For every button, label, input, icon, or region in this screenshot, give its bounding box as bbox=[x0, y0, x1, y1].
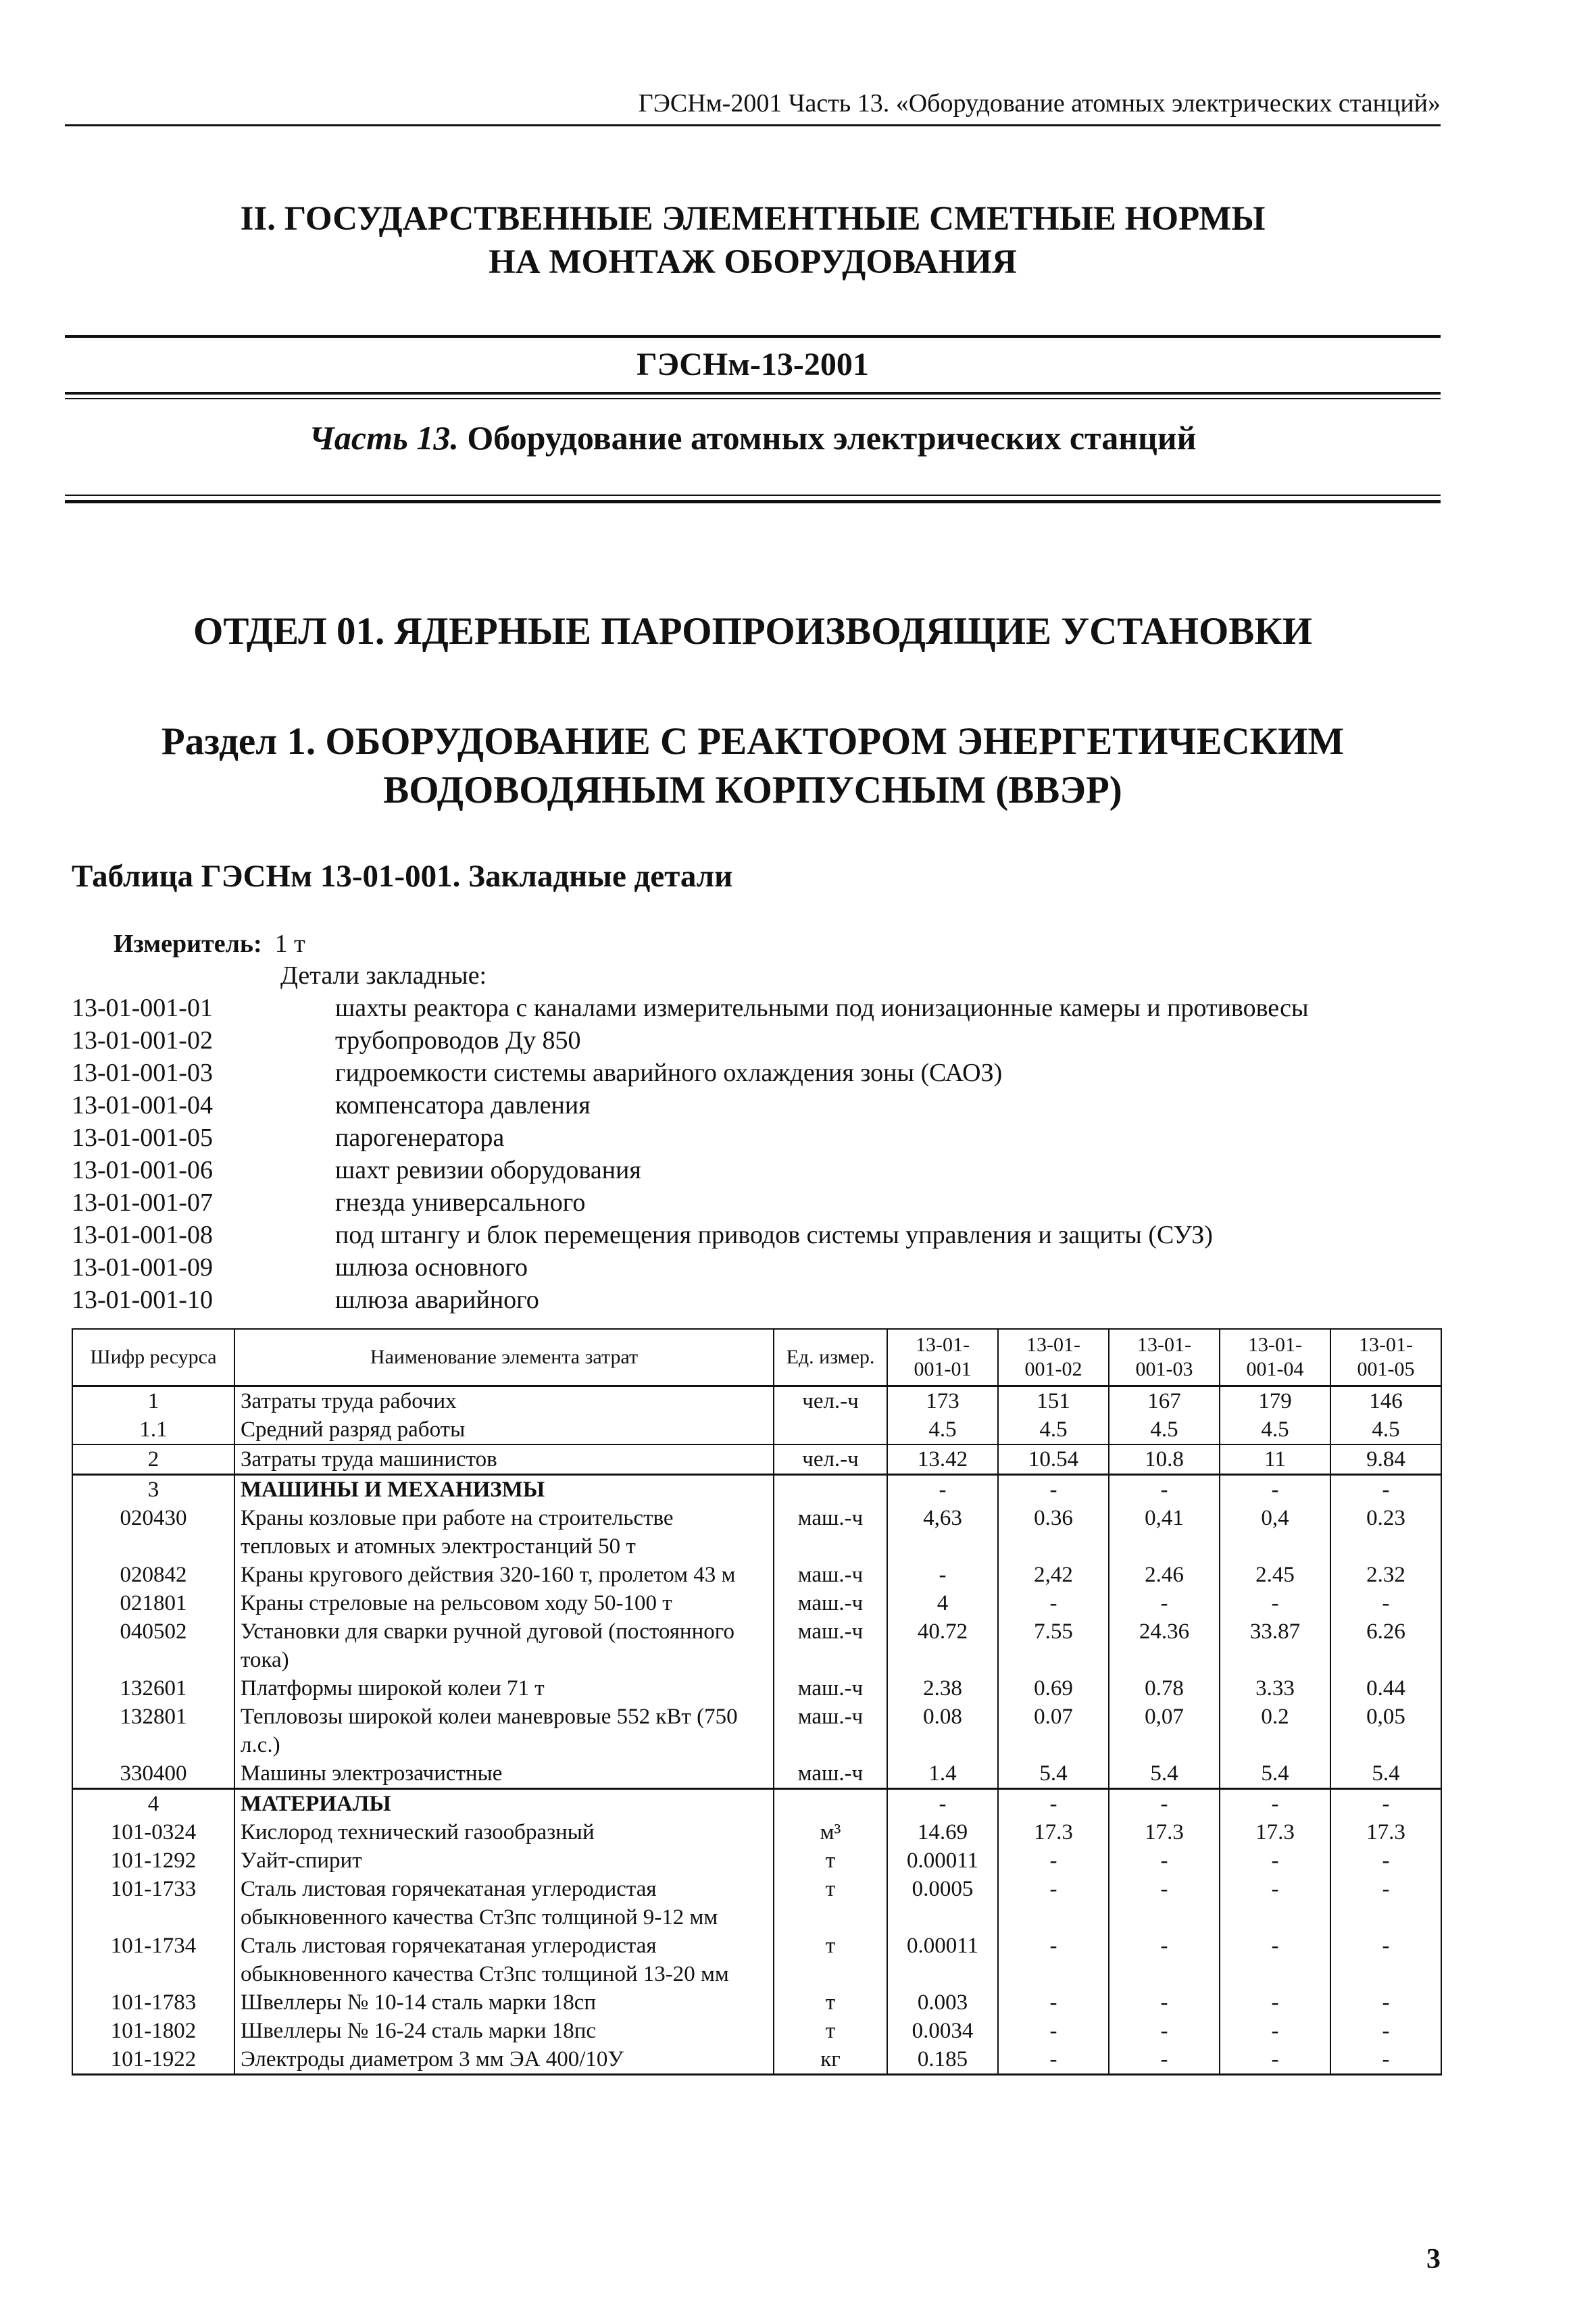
table-cell: - bbox=[998, 1475, 1109, 1505]
table-cell: - bbox=[998, 1932, 1109, 1988]
table-row bbox=[72, 1674, 1441, 1703]
divider-top bbox=[65, 335, 1441, 338]
table-row bbox=[72, 1504, 1441, 1561]
column-header: 13-01- 001-05 bbox=[1330, 1329, 1441, 1386]
table-cell: 4.5 bbox=[1330, 1415, 1441, 1444]
code-list-item bbox=[72, 1024, 1309, 1057]
code-description: гидроемкости системы аварийного охлаждения зоны (САОЗ) bbox=[335, 1059, 1003, 1087]
main-title-line-2: НА МОНТАЖ ОБОРУДОВАНИЯ bbox=[489, 243, 1017, 281]
table-cell: 101-1802 bbox=[72, 2017, 234, 2045]
table-cell bbox=[774, 1789, 887, 1819]
table-cell: 0.23 bbox=[1330, 1504, 1441, 1561]
table-row bbox=[72, 1415, 1441, 1444]
table-cell: Уайт-спирит bbox=[234, 1846, 774, 1875]
table-cell: 0.08 bbox=[887, 1703, 998, 1759]
table-row bbox=[72, 1988, 1441, 2017]
table-cell: маш.-ч bbox=[774, 1561, 887, 1589]
table-cell: 4 bbox=[887, 1589, 998, 1617]
code-description: шахт ревизии оборудования bbox=[335, 1156, 641, 1184]
table-cell: 151 bbox=[998, 1386, 1109, 1416]
table-cell: 4.5 bbox=[1220, 1415, 1330, 1444]
table-row bbox=[72, 1561, 1441, 1589]
table-cell: - bbox=[1109, 1475, 1220, 1505]
table-cell: т bbox=[774, 1988, 887, 2017]
table-cell bbox=[774, 1415, 887, 1444]
main-title bbox=[65, 197, 1441, 284]
table-cell: 0.2 bbox=[1220, 1703, 1330, 1759]
divider-bottom bbox=[65, 500, 1441, 503]
code-list-item bbox=[72, 1089, 1309, 1122]
table-cell: 5.4 bbox=[998, 1759, 1109, 1789]
table-cell: Краны козловые при работе на строительстве тепловых и атомных электростанций 50 т bbox=[234, 1504, 774, 1561]
table-cell: Швеллеры № 16-24 сталь марки 18пс bbox=[234, 2017, 774, 2045]
code-description: гнезда универсального bbox=[335, 1188, 586, 1217]
table-row bbox=[72, 1818, 1441, 1846]
table-cell: - bbox=[1109, 1589, 1220, 1617]
table-cell: 021801 bbox=[72, 1589, 234, 1617]
table-cell: - bbox=[998, 2045, 1109, 2075]
table-cell: 330400 bbox=[72, 1759, 234, 1789]
table-cell: - bbox=[998, 2017, 1109, 2045]
table-cell: - bbox=[887, 1475, 998, 1505]
table-cell: 101-1734 bbox=[72, 1932, 234, 1988]
code-list-item bbox=[72, 1057, 1309, 1089]
table-cell: 1.1 bbox=[72, 1415, 234, 1444]
table-cell: 17.3 bbox=[1109, 1818, 1220, 1846]
code-number: 13-01-001-06 bbox=[72, 1156, 213, 1184]
code-list-item bbox=[72, 1186, 1309, 1219]
table-cell: 0.69 bbox=[998, 1674, 1109, 1703]
table-cell: Установки для сварки ручной дуговой (постоянного тока) bbox=[234, 1617, 774, 1674]
table-cell: 0.0005 bbox=[887, 1875, 998, 1932]
table-cell: - bbox=[1220, 1475, 1330, 1505]
table-cell: - bbox=[1109, 1988, 1220, 2017]
table-cell: 146 bbox=[1330, 1386, 1441, 1416]
table-cell: 040502 bbox=[72, 1617, 234, 1674]
table-cell: - bbox=[1220, 1789, 1330, 1819]
table-cell: 101-0324 bbox=[72, 1818, 234, 1846]
table-cell: МАШИНЫ И МЕХАНИЗМЫ bbox=[234, 1475, 774, 1505]
table-cell: Машины электрозачистные bbox=[234, 1759, 774, 1789]
code-number: 13-01-001-08 bbox=[72, 1221, 213, 1249]
table-cell: - bbox=[887, 1561, 998, 1589]
table-cell: 3 bbox=[72, 1475, 234, 1505]
table-cell: - bbox=[1330, 1475, 1441, 1505]
table-cell: 4.5 bbox=[1109, 1415, 1220, 1444]
code-list-item bbox=[72, 1251, 1309, 1284]
code-number: 13-01-001-03 bbox=[72, 1059, 213, 1087]
measure-value: 1 т bbox=[274, 930, 305, 958]
table-cell: 2.32 bbox=[1330, 1561, 1441, 1589]
table-cell: Сталь листовая горячекатаная углеродистая обыкновенного качества Ст3пс толщиной 9-12 мм bbox=[234, 1875, 774, 1932]
table-header-row bbox=[72, 1329, 1441, 1386]
code-description: под штангу и блок перемещения приводов системы управления и защиты (СУЗ) bbox=[335, 1221, 1213, 1249]
table-row bbox=[72, 1789, 1441, 1819]
table-cell: 0,05 bbox=[1330, 1703, 1441, 1759]
table-cell: 24.36 bbox=[1109, 1617, 1220, 1674]
table-cell: 132801 bbox=[72, 1703, 234, 1759]
table-cell: м³ bbox=[774, 1818, 887, 1846]
table-cell: чел.-ч bbox=[774, 1444, 887, 1475]
table-cell: кг bbox=[774, 2045, 887, 2075]
table-cell: 4,63 bbox=[887, 1504, 998, 1561]
table-cell: - bbox=[1330, 1589, 1441, 1617]
table-cell: - bbox=[1109, 1789, 1220, 1819]
table-cell: т bbox=[774, 1875, 887, 1932]
table-cell: маш.-ч bbox=[774, 1759, 887, 1789]
page-number: 3 bbox=[1426, 2244, 1441, 2275]
table-cell: 1.4 bbox=[887, 1759, 998, 1789]
header-rule bbox=[65, 124, 1441, 126]
table-row bbox=[72, 1589, 1441, 1617]
table-cell: 2.38 bbox=[887, 1674, 998, 1703]
table-cell: - bbox=[1109, 1932, 1220, 1988]
table-row bbox=[72, 1875, 1441, 1932]
table-cell: - bbox=[998, 1988, 1109, 2017]
table-cell: 5.4 bbox=[1330, 1759, 1441, 1789]
table-cell: 33.87 bbox=[1220, 1617, 1330, 1674]
table-cell: 0,07 bbox=[1109, 1703, 1220, 1759]
table-cell: - bbox=[1330, 1875, 1441, 1932]
part-title bbox=[65, 416, 1441, 459]
table-cell: 0.0034 bbox=[887, 2017, 998, 2045]
running-header: ГЭСНм-2001 Часть 13. «Оборудование атомных электрических станций» bbox=[638, 89, 1441, 118]
measure-label: Измеритель: bbox=[114, 930, 262, 958]
table-cell: 101-1292 bbox=[72, 1846, 234, 1875]
table-cell: 020430 bbox=[72, 1504, 234, 1561]
code-description: шлюза аварийного bbox=[335, 1286, 539, 1314]
table-cell: - bbox=[1220, 2045, 1330, 2075]
part-number: Часть 13. bbox=[309, 419, 459, 457]
table-cell: 9.84 bbox=[1330, 1444, 1441, 1475]
table-cell: 14.69 bbox=[887, 1818, 998, 1846]
table-cell: 4.5 bbox=[998, 1415, 1109, 1444]
table-cell: 1 bbox=[72, 1386, 234, 1416]
table-cell: 17.3 bbox=[1220, 1818, 1330, 1846]
table-cell: 132601 bbox=[72, 1674, 234, 1703]
table-cell: Тепловозы широкой колеи маневровые 552 кВт (750 л.с.) bbox=[234, 1703, 774, 1759]
table-cell: 0.00011 bbox=[887, 1932, 998, 1988]
table-cell: 0,4 bbox=[1220, 1504, 1330, 1561]
table-cell: 0.00011 bbox=[887, 1846, 998, 1875]
code-number: 13-01-001-04 bbox=[72, 1091, 213, 1120]
table-cell: маш.-ч bbox=[774, 1703, 887, 1759]
table-cell: Платформы широкой колеи 71 т bbox=[234, 1674, 774, 1703]
table-cell: - bbox=[998, 1789, 1109, 1819]
table-title: Таблица ГЭСНм 13-01-001. Закладные детали bbox=[72, 859, 733, 894]
code-list-item bbox=[72, 1284, 1309, 1316]
code-number: 13-01-001-09 bbox=[72, 1253, 213, 1282]
column-header: Ед. измер. bbox=[774, 1329, 887, 1386]
table-cell: Кислород технический газообразный bbox=[234, 1818, 774, 1846]
divider-bottom-thin bbox=[65, 495, 1441, 496]
code-list-item bbox=[72, 1219, 1309, 1251]
table-cell: 7.55 bbox=[998, 1617, 1109, 1674]
table-cell: 020842 bbox=[72, 1561, 234, 1589]
column-header: Наименование элемента затрат bbox=[234, 1329, 774, 1386]
table-cell bbox=[774, 1475, 887, 1505]
table-cell: 167 bbox=[1109, 1386, 1220, 1416]
table-cell: 0,41 bbox=[1109, 1504, 1220, 1561]
table-cell: 3.33 bbox=[1220, 1674, 1330, 1703]
table-cell: 0.44 bbox=[1330, 1674, 1441, 1703]
table-cell: - bbox=[1330, 2017, 1441, 2045]
code-number: 13-01-001-10 bbox=[72, 1286, 213, 1314]
table-cell: 101-1783 bbox=[72, 1988, 234, 2017]
table-cell: 5.4 bbox=[1220, 1759, 1330, 1789]
table-row bbox=[72, 1475, 1441, 1505]
table-cell: т bbox=[774, 1932, 887, 1988]
table-cell: - bbox=[1109, 2045, 1220, 2075]
code-description: шлюза основного bbox=[335, 1253, 528, 1282]
table-cell: 0.78 bbox=[1109, 1674, 1220, 1703]
table-cell: - bbox=[1109, 2017, 1220, 2045]
table-cell: 179 bbox=[1220, 1386, 1330, 1416]
table-row bbox=[72, 1444, 1441, 1475]
table-cell: - bbox=[1330, 1932, 1441, 1988]
table-cell: маш.-ч bbox=[774, 1674, 887, 1703]
code-description: трубопроводов Ду 850 bbox=[335, 1026, 581, 1055]
table-cell: маш.-ч bbox=[774, 1617, 887, 1674]
table-cell: 40.72 bbox=[887, 1617, 998, 1674]
table-cell: - bbox=[1220, 2017, 1330, 2045]
measure bbox=[114, 929, 305, 959]
table-cell: 2.45 bbox=[1220, 1561, 1330, 1589]
table-cell: 0.07 bbox=[998, 1703, 1109, 1759]
table-cell: 2.46 bbox=[1109, 1561, 1220, 1589]
table-cell: 101-1733 bbox=[72, 1875, 234, 1932]
norm-code: ГЭСНм-13-2001 bbox=[637, 347, 869, 382]
table-cell: т bbox=[774, 1846, 887, 1875]
part-name: Оборудование атомных электрических станций bbox=[458, 419, 1197, 457]
table-cell: 10.54 bbox=[998, 1444, 1109, 1475]
table-cell: Электроды диаметром 3 мм ЭА 400/10У bbox=[234, 2045, 774, 2075]
table-cell: 0.185 bbox=[887, 2045, 998, 2075]
table-cell: маш.-ч bbox=[774, 1504, 887, 1561]
section-title-line-1: Раздел 1. ОБОРУДОВАНИЕ С РЕАКТОРОМ ЭНЕРГЕТИЧЕСКИМ bbox=[161, 720, 1345, 763]
table-cell: 13.42 bbox=[887, 1444, 998, 1475]
table-cell: - bbox=[1330, 1988, 1441, 2017]
table-cell: Затраты труда рабочих bbox=[234, 1386, 774, 1416]
table-cell: - bbox=[1220, 1988, 1330, 2017]
table-cell: - bbox=[1330, 1789, 1441, 1819]
table-cell: 2 bbox=[72, 1444, 234, 1475]
section-title bbox=[65, 718, 1441, 815]
table-cell: - bbox=[1330, 2045, 1441, 2075]
table-cell: 11 bbox=[1220, 1444, 1330, 1475]
code-list bbox=[72, 992, 1309, 1316]
main-title-line-1: II. ГОСУДАРСТВЕННЫЕ ЭЛЕМЕНТНЫЕ СМЕТНЫЕ НОРМЫ bbox=[240, 200, 1266, 238]
table-cell: маш.-ч bbox=[774, 1589, 887, 1617]
table-cell: Краны кругового действия 320-160 т, пролетом 43 м bbox=[234, 1561, 774, 1589]
code-description: компенсатора давления bbox=[335, 1091, 591, 1120]
table-row bbox=[72, 1703, 1441, 1759]
divider-mid-thin bbox=[65, 398, 1441, 399]
table-cell: 4 bbox=[72, 1789, 234, 1819]
table-cell: т bbox=[774, 2017, 887, 2045]
table-cell: 10.8 bbox=[1109, 1444, 1220, 1475]
table-row bbox=[72, 1386, 1441, 1416]
table-cell: Швеллеры № 10-14 сталь марки 18сп bbox=[234, 1988, 774, 2017]
column-header: 13-01- 001-03 bbox=[1109, 1329, 1220, 1386]
details-heading: Детали закладные: bbox=[280, 961, 487, 990]
table-row bbox=[72, 1759, 1441, 1789]
table-cell: - bbox=[1330, 1846, 1441, 1875]
code-number: 13-01-001-05 bbox=[72, 1124, 213, 1152]
table-row bbox=[72, 1617, 1441, 1674]
table-row bbox=[72, 2017, 1441, 2045]
table-cell: 101-1922 bbox=[72, 2045, 234, 2075]
table-cell: - bbox=[1109, 1846, 1220, 1875]
column-header: Шифр ресурса bbox=[72, 1329, 234, 1386]
code-description: парогенератора bbox=[335, 1124, 505, 1152]
column-header: 13-01- 001-04 bbox=[1220, 1329, 1330, 1386]
table-cell: Краны стреловые на рельсовом ходу 50-100 т bbox=[234, 1589, 774, 1617]
table-cell: 17.3 bbox=[1330, 1818, 1441, 1846]
table-cell: - bbox=[1220, 1875, 1330, 1932]
divider-mid bbox=[65, 392, 1441, 395]
department-title: ОТДЕЛ 01. ЯДЕРНЫЕ ПАРОПРОИЗВОДЯЩИЕ УСТАНОВКИ bbox=[193, 610, 1312, 653]
table-cell: Средний разряд работы bbox=[234, 1415, 774, 1444]
table-cell: 4.5 bbox=[887, 1415, 998, 1444]
column-header: 13-01- 001-01 bbox=[887, 1329, 998, 1386]
code-number: 13-01-001-01 bbox=[72, 994, 213, 1022]
table-cell: 173 bbox=[887, 1386, 998, 1416]
table-cell: Затраты труда машинистов bbox=[234, 1444, 774, 1475]
table-cell: - bbox=[887, 1789, 998, 1819]
table-cell: - bbox=[1220, 1846, 1330, 1875]
resource-table bbox=[72, 1328, 1442, 2076]
code-number: 13-01-001-02 bbox=[72, 1026, 213, 1055]
code-description: шахты реактора с каналами измерительными под ионизационные камеры и противовесы bbox=[335, 994, 1309, 1022]
table-cell: - bbox=[1220, 1589, 1330, 1617]
table-cell: - bbox=[1220, 1932, 1330, 1988]
table-cell: Сталь листовая горячекатаная углеродистая обыкновенного качества Ст3пс толщиной 13-20 мм bbox=[234, 1932, 774, 1988]
table-cell: 17.3 bbox=[998, 1818, 1109, 1846]
table-cell: - bbox=[998, 1875, 1109, 1932]
section-title-line-2: ВОДОВОДЯНЫМ КОРПУСНЫМ (ВВЭР) bbox=[383, 769, 1122, 811]
table-cell: - bbox=[998, 1846, 1109, 1875]
table-cell: 2,42 bbox=[998, 1561, 1109, 1589]
table-row bbox=[72, 2045, 1441, 2075]
table-cell: чел.-ч bbox=[774, 1386, 887, 1416]
table-row bbox=[72, 1846, 1441, 1875]
code-list-item bbox=[72, 1154, 1309, 1186]
table-cell: - bbox=[1109, 1875, 1220, 1932]
code-number: 13-01-001-07 bbox=[72, 1188, 213, 1217]
code-list-item bbox=[72, 1122, 1309, 1154]
table-cell: МАТЕРИАЛЫ bbox=[234, 1789, 774, 1819]
table-cell: 0.003 bbox=[887, 1988, 998, 2017]
table-cell: 5.4 bbox=[1109, 1759, 1220, 1789]
table-cell: 6.26 bbox=[1330, 1617, 1441, 1674]
code-list-item bbox=[72, 992, 1309, 1024]
table-row bbox=[72, 1932, 1441, 1988]
table-cell: - bbox=[998, 1589, 1109, 1617]
table-cell: 0.36 bbox=[998, 1504, 1109, 1561]
column-header: 13-01- 001-02 bbox=[998, 1329, 1109, 1386]
